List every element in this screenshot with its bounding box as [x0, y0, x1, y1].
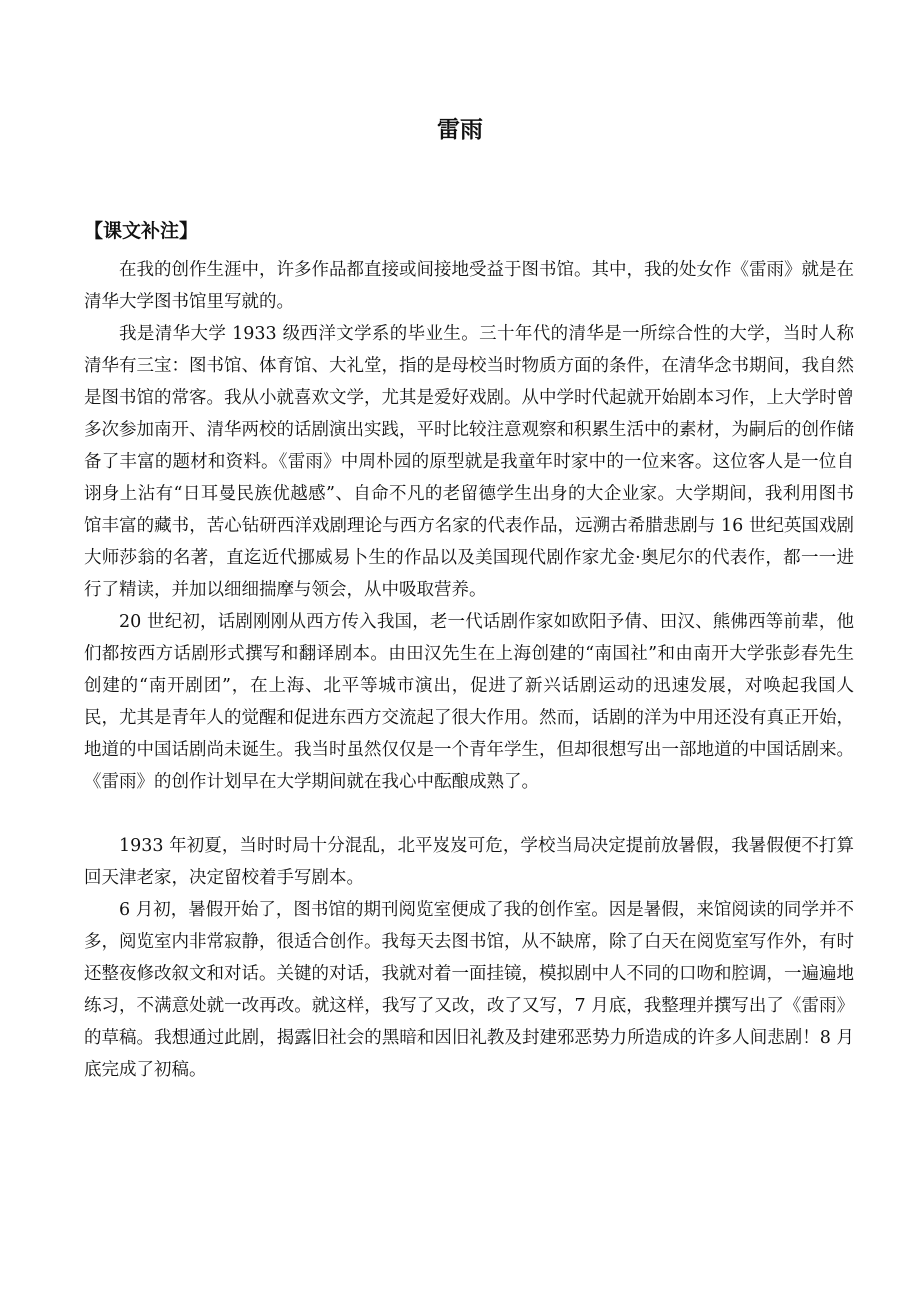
body-text: [84, 254, 854, 1086]
paragraph-5: 6 月初，暑假开始了，图书馆的期刊阅览室便成了我的创作室。因是暑假，来馆阅读的同学并不多，阅览室内非常寂静，很适合创作。我每天去图书馆，从不缺席，除了白天在阅览室写作外，有时还整夜修改叙文和对话。关键的对话，我就对着一面挂镜，模拟剧中人不同的口吻和腔调，一遍遍地练习，不满意处就一改再改。就这样，我写了又改，改了又写，7 月底，我整理并撰写出了《雷雨》的草稿。我想通过此剧，揭露旧社会的黑暗和因旧礼教及封建邪恶势力所造成的许多人间悲剧！8 月底完成了初稿。: [84, 900, 854, 1080]
paragraph-4: 1933 年初夏，当时时局十分混乱，北平岌岌可危，学校当局决定提前放暑假，我暑假便不打算回天津老家，决定留校着手写剧本。: [84, 836, 854, 888]
section-heading: 【课文补注】: [84, 220, 199, 242]
paragraph-1: 在我的创作生涯中，许多作品都直接或间接地受益于图书馆。其中，我的处女作《雷雨》就是在清华大学图书馆里写就的。: [84, 260, 854, 312]
paragraph-3: 20 世纪初，话剧刚刚从西方传入我国，老一代话剧作家如欧阳予倩、田汉、熊佛西等前辈，他们都按西方话剧形式撰写和翻译剧本。由田汉先生在上海创建的“南国社”和由南开大学张彭春先生创建的“南开剧团”，在上海、北平等城市演出，促进了新兴话剧运动的迅速发展，对唤起我国人民，尤其是青年人的觉醒和促进东西方交流起了很大作用。然而，话剧的洋为中用还没有真正开始，地道的中国话剧尚未诞生。我当时虽然仅仅是一个青年学生，但却很想写出一部地道的中国话剧来。《雷雨》的创作计划早在大学期间就在我心中酝酿成熟了。: [84, 612, 854, 792]
document-title: 雷雨: [437, 117, 483, 143]
paragraph-2: 我是清华大学 1933 级西洋文学系的毕业生。三十年代的清华是一所综合性的大学，当时人称清华有三宝：图书馆、体育馆、大礼堂，指的是母校当时物质方面的条件，在清华念书期间，我自然是图书馆的常客。我从小就喜欢文学，尤其是爱好戏剧。从中学时代起就开始剧本习作，上大学时曾多次参加南开、清华两校的话剧演出实践，平时比较注意观察和积累生活中的素材，为嗣后的创作储备了丰富的题材和资料。《雷雨》中周朴园的原型就是我童年时家中的一位来客。这位客人是一位自诩身上沾有“日耳曼民族优越感”、自命不凡的老留德学生出身的大企业家。大学期间，我利用图书馆丰富的藏书，苦心钻研西洋戏剧理论与西方名家的代表作品，远溯古希腊悲剧与 16 世纪英国戏剧大师莎翁的名著，直迄近代挪威易卜生的作品以及美国现代剧作家尤金·奥尼尔的代表作，都一一进行了精读，并加以细细揣摩与领会，从中吸取营养。: [84, 324, 854, 600]
